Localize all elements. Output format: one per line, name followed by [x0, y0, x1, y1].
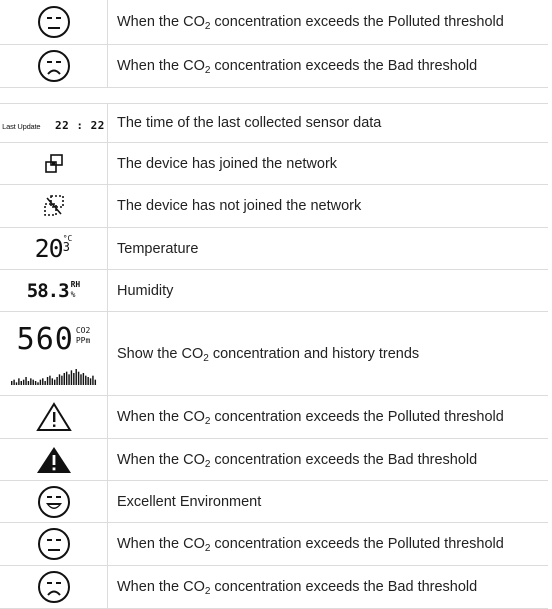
trend-bar [68, 374, 69, 385]
row-description: Temperature [108, 228, 549, 270]
trend-bar [75, 369, 76, 385]
humidity-value: 58.3 [26, 279, 69, 302]
row-description: When the $CO_2$ concentration exceeds the Polluted threshold [108, 523, 549, 566]
co2-display [0, 322, 107, 357]
row-description: When the $CO_2$ concentration exceeds the Bad threshold [108, 439, 549, 481]
table-row [0, 481, 548, 523]
trend-bar [22, 380, 23, 385]
trend-bar [92, 376, 93, 385]
warning-outline-icon [36, 402, 72, 432]
trend-bar [89, 378, 90, 385]
happy-face-icon [37, 485, 71, 519]
table-row [0, 270, 548, 312]
trend-bar [61, 376, 62, 385]
network-joined-icon [44, 154, 64, 174]
trend-bar [65, 372, 66, 385]
trend-bar [15, 382, 16, 385]
table-row [0, 566, 548, 609]
sad-face-icon [37, 49, 71, 83]
temperature-decimal: 3 [62, 240, 70, 254]
temperature-display [35, 234, 73, 263]
trend-bar [94, 380, 95, 385]
table-row [0, 185, 548, 228]
trend-bar [32, 380, 33, 385]
co2-unit-bottom: PPm [75, 336, 91, 345]
table-row [0, 396, 548, 439]
last-update-time: 22 : 22 [55, 118, 105, 132]
trend-bar [85, 376, 86, 385]
neutral-face-icon [37, 527, 71, 561]
trend-bar [46, 377, 47, 385]
table-row [0, 312, 548, 396]
row-description: Excellent Environment [108, 481, 549, 523]
trend-bar [49, 376, 50, 385]
trend-bar [18, 378, 19, 385]
temperature-unit: °C [62, 234, 73, 243]
last-update-label: Last Update [2, 121, 41, 131]
warning-filled-icon [36, 445, 72, 475]
table-row [0, 104, 548, 143]
row-description: The time of the last collected sensor data [108, 104, 549, 143]
humidity-unit-bottom: % [70, 289, 76, 299]
trend-bar [51, 378, 52, 385]
trend-bar [25, 377, 26, 385]
row-description: Show the $CO_2$ concentration and history trends [108, 312, 549, 396]
legend-table-main [0, 103, 548, 609]
row-description: When the $CO_2$ concentration exceeds the Polluted threshold [108, 0, 549, 44]
trend-bar [63, 373, 64, 385]
row-description: When the $CO_2$ concentration exceeds the Bad threshold [108, 566, 549, 609]
trend-bar [54, 380, 55, 385]
co2-trend-chart [11, 369, 97, 385]
last-update-display [2, 114, 105, 133]
trend-bar [11, 381, 12, 385]
temperature-value: 20 [34, 234, 63, 263]
trend-bar [39, 380, 40, 385]
table-row [0, 439, 548, 481]
humidity-display [27, 280, 80, 302]
trend-bar [44, 381, 45, 385]
trend-bar [70, 370, 71, 385]
co2-unit-top: CO2 [75, 326, 91, 335]
trend-bar [27, 381, 28, 385]
trend-bar [87, 377, 88, 385]
table-row [0, 143, 548, 185]
network-not-joined-icon [43, 195, 65, 217]
trend-bar [73, 373, 74, 385]
trend-bar [77, 372, 78, 385]
trend-bar [34, 381, 35, 385]
trend-bar [37, 382, 38, 385]
table-row [0, 44, 548, 87]
trend-bar [80, 374, 81, 385]
trend-bar [56, 377, 57, 385]
trend-bar [13, 380, 14, 385]
neutral-face-icon [37, 5, 71, 39]
trend-bar [58, 374, 59, 385]
trend-bar [30, 378, 31, 385]
table-row [0, 228, 548, 270]
trend-bar [82, 373, 83, 385]
row-description: When the $CO_2$ concentration exceeds the Polluted threshold [108, 396, 549, 439]
co2-value: 560 [16, 322, 74, 357]
trend-bar [20, 381, 21, 385]
humidity-unit-top: RH [70, 279, 81, 289]
sad-face-icon [37, 570, 71, 604]
row-description: The device has not joined the network [108, 185, 549, 228]
row-description: When the $CO_2$ concentration exceeds the Bad threshold [108, 44, 549, 87]
table-row [0, 0, 548, 44]
trend-bar [42, 378, 43, 385]
row-description: Humidity [108, 270, 549, 312]
table-row [0, 523, 548, 566]
legend-table-top [0, 0, 548, 88]
row-description: The device has joined the network [108, 143, 549, 185]
